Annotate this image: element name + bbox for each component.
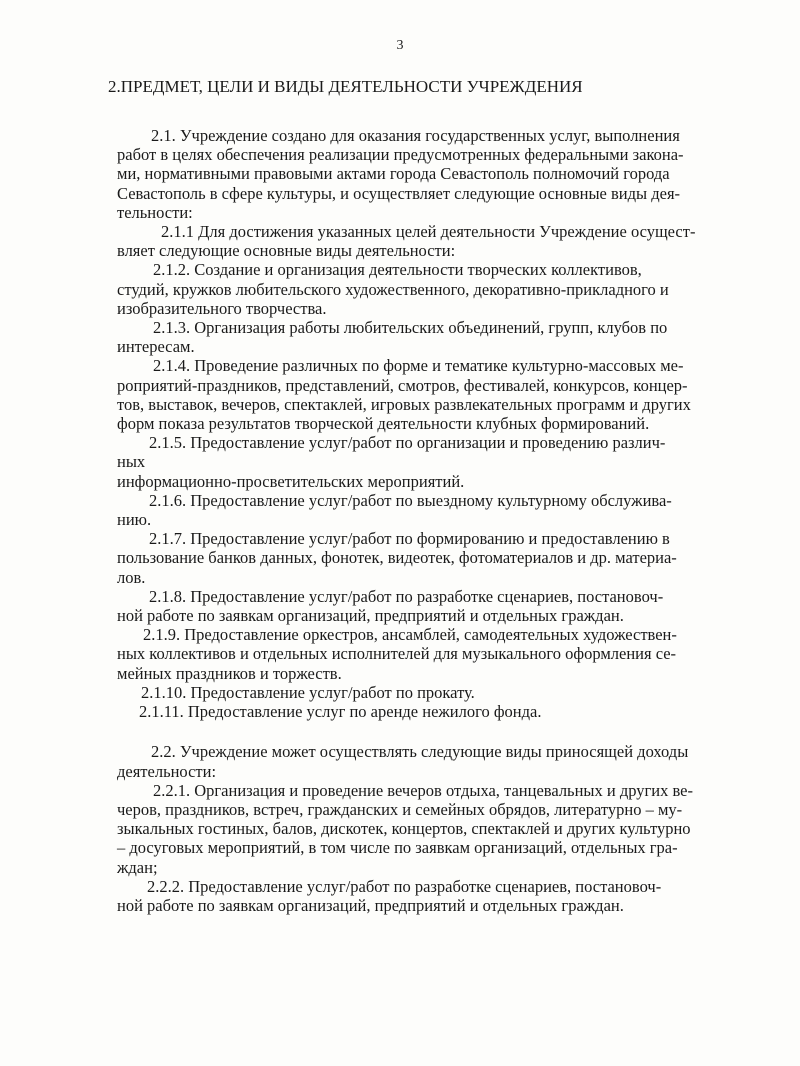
text-line: интересам.: [117, 337, 195, 357]
text-line: пользование банков данных, фонотек, видеотек, фотоматериалов и др. материа-: [117, 548, 677, 568]
paragraph-2-2-2: [117, 877, 779, 915]
text-line: 2.1.11. Предоставление услуг по аренде нежилого фонда.: [139, 702, 542, 722]
text-line: 2.1.10. Предоставление услуг/работ по прокату.: [141, 682, 475, 702]
text-line: – досуговых мероприятий, в том числе по заявкам организаций, отдельных гра-: [117, 838, 678, 858]
text-line: ных коллективов и отдельных исполнителей для музыкального оформления се-: [117, 644, 677, 664]
text-line: 2.1.7. Предоставление услуг/работ по формированию и предоставлению в: [149, 529, 670, 549]
text-line: ной работе по заявкам организаций, предприятий и отдельных граждан.: [117, 895, 624, 915]
paragraph-2-1-11: [117, 702, 779, 721]
text-line: нию.: [117, 510, 152, 530]
text-line: 2.2. Учреждение может осуществлять следующие виды приносящей доходы: [151, 742, 689, 762]
text-line: форм показа результатов творческой деятельности клубных формирований.: [117, 414, 650, 434]
text-line: зыкальных гостиных, балов, дискотек, концертов, спектаклей и других культурно: [117, 819, 691, 839]
page-number: 3: [396, 38, 404, 53]
text-line: ми, нормативными правовыми актами города Севастополь полномочий города: [117, 164, 670, 184]
paragraph-2-1-9: [117, 625, 779, 683]
text-line: ждан;: [117, 857, 158, 877]
text-line: лов.: [117, 567, 146, 587]
text-line: ных: [117, 452, 146, 472]
paragraph-2-1-3: [117, 318, 779, 356]
text-line: 2.1.8. Предоставление услуг/работ по разработке сценариев, постановоч-: [149, 586, 664, 606]
paragraph-gap: [117, 721, 779, 742]
paragraph-2-1-7: [117, 529, 779, 587]
text-line: Севастополь в сфере культуры, и осуществляет следующие основные виды дея-: [117, 183, 681, 203]
paragraph-2-1: [117, 126, 779, 222]
text-line: роприятий-праздников, представлений, смотров, фестивалей, конкурсов, концер-: [117, 375, 688, 395]
text-line: 2.1.9. Предоставление оркестров, ансамблей, самодеятельных художествен-: [143, 625, 677, 645]
paragraph-2-1-6: [117, 491, 779, 529]
text-line: 2.1.4. Проведение различных по форме и тематике культурно-массовых ме-: [153, 356, 684, 376]
text-line: информационно-просветительских мероприятий.: [117, 471, 465, 491]
text-line: 2.1.6. Предоставление услуг/работ по выездному культурному обслужива-: [149, 490, 672, 510]
text-line: тельности:: [117, 202, 193, 222]
text-line: 2.1.5. Предоставление услуг/работ по организации и проведению различ-: [149, 433, 666, 453]
text-line: студий, кружков любительского художественного, декоративно-прикладного и: [117, 279, 669, 299]
text-line: ной работе по заявкам организаций, предприятий и отдельных граждан.: [117, 606, 624, 626]
text-line: 2.2.2. Предоставление услуг/работ по разработке сценариев, постановоч-: [147, 876, 662, 896]
document-body: [117, 126, 779, 915]
paragraph-2-1-2: [117, 260, 779, 318]
text-line: работ в целях обеспечения реализации предусмотренных федеральными закона-: [117, 145, 684, 165]
text-line: 2.1.3. Организация работы любительских объединений, групп, клубов по: [153, 318, 668, 338]
text-line: 2.2.1. Организация и проведение вечеров отдыха, танцевальных и других ве-: [153, 780, 693, 800]
paragraph-2-1-5: [117, 433, 779, 491]
section-title: 2.ПРЕДМЕТ, ЦЕЛИ И ВИДЫ ДЕЯТЕЛЬНОСТИ УЧРЕЖДЕНИЯ: [108, 77, 583, 96]
text-line: изобразительного творчества.: [117, 298, 327, 318]
text-line: черов, праздников, встреч, гражданских и семейных обрядов, литературно – му-: [117, 799, 683, 819]
text-line: 2.1. Учреждение создано для оказания государственных услуг, выполнения: [151, 126, 680, 145]
text-line: вляет следующие основные виды деятельности:: [117, 241, 456, 261]
paragraph-2-2: [117, 742, 779, 780]
text-line: мейных праздников и торжеств.: [117, 663, 342, 683]
paragraph-2-2-1: [117, 781, 779, 877]
paragraph-2-1-1: [117, 222, 779, 260]
paragraph-2-1-8: [117, 587, 779, 625]
text-line: 2.1.1 Для достижения указанных целей деятельности Учреждение осущест-: [161, 222, 696, 242]
text-line: 2.1.2. Создание и организация деятельности творческих коллективов,: [153, 260, 642, 280]
text-line: деятельности:: [117, 761, 217, 781]
paragraph-2-1-4: [117, 356, 779, 433]
text-line: тов, выставок, вечеров, спектаклей, игровых развлекательных программ и других: [117, 394, 691, 414]
paragraph-2-1-10: [117, 683, 779, 702]
